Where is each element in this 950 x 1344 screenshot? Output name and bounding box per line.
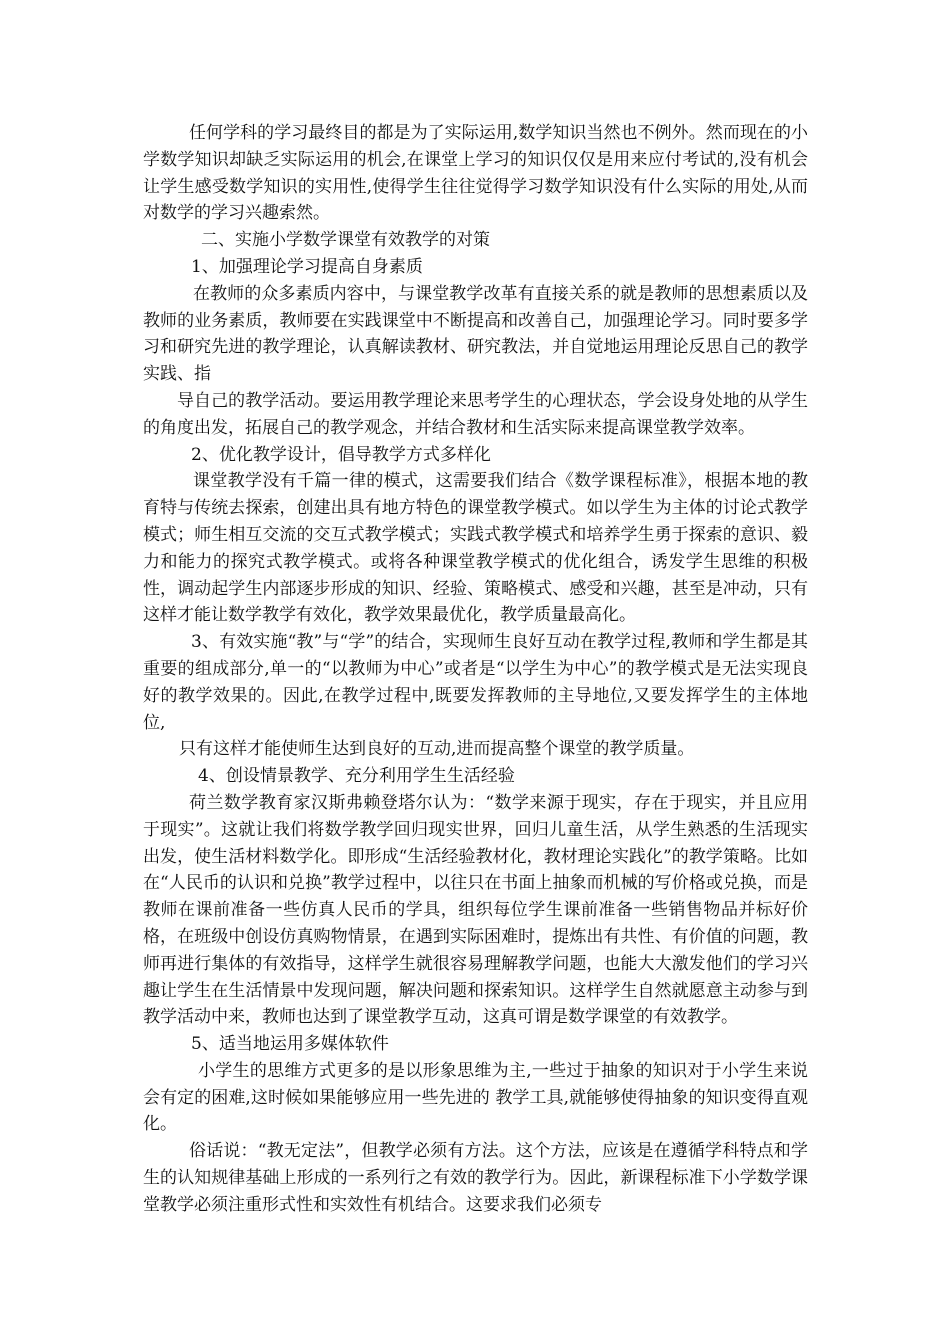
paragraph-teaching-modes: 课堂教学没有千篇一律的模式，这需要我们结合《数学课程标准》，根据本地的教育特与传统去探索，创建出具有地方特色的课堂教学模式。如以学生为主体的讨论式教学模式；师生相互交流的交互式教学模式；实践式教学模式和培养学生勇于探索的意识、毅力和能力的探究式教学模式。或将各种课堂教学模式的优化组合，诱发学生思维的积极性，调动起学生内部逐步形成的知识、经验、策略模式、感受和兴趣，甚至是冲动，只有这样才能让数学教学有效化，教学效果最优化，教学质量最高化。 <box>143 471 808 626</box>
paragraph-visual-thinking: 小学生的思维方式更多的是以形象思维为主,一些过于抽象的知识对于小学生来说会有定的困难,这时候如果能够应用一些先进的 教学工具,就能够使得抽象的知识变得直观化。 <box>143 1060 808 1135</box>
subheading-multimedia: 5、适当地运用多媒体软件 <box>191 1034 389 1055</box>
paragraph-intro: 任何学科的学习最终目的都是为了实际运用,数学知识当然也不例外。然而现在的小学数学知识却缺乏实际运用的机会,在课堂上学习的知识仅仅是用来应付考试的,没有机会让学生感受数学知识的实用性,使得学生往往觉得学习数学知识没有什么实际的用处,从而对数学的学习兴趣索然。 <box>143 123 808 224</box>
subheading-situational-teaching: 4、创设情景教学、充分利用学生生活经验 <box>198 766 515 787</box>
subheading-theory-study: 1、加强理论学习提高自身素质 <box>191 256 423 277</box>
paragraph-guide-teaching: 导自己的教学活动。要运用教学理论来思考学生的心理状态，学会设身处地的从学生的角度出发，拓展自己的教学观念，并结合教材和生活实际来提高课堂教学效率。 <box>143 390 808 438</box>
paragraph-interaction-quality: 只有这样才能使师生达到良好的互动,进而提高整个课堂的教学质量。 <box>179 739 695 760</box>
paragraph-freudenthal: 荷兰数学教育家汉斯弗赖登塔尔认为：“数学来源于现实，存在于现实，并且应用于现实”。这就让我们将数学教学回归现实世界，回归儿童生活，从学生熟悉的生活现实出发，使生活材料数学化。即形成“生活经验教材化，教材理论实践化”的教学策略。比如在“人民币的认识和兑换”教学过程中，以往只在书面上抽象而机械的写价格或兑换，而是教师在课前准备一些仿真人民币的学具，组织每位学生课前准备一些销售物品并标好价格，在班级中创设仿真购物情景，在遇到实际困难时，提炼出有共性、有价值的问题，教师再进行集体的有效指导，这样学生就很容易理解教学问题，也能大大激发他们的学习兴趣让学生在生活情景中发现问题，解决问题和探索知识。这样学生自然就愿意主动参与到教学活动中来，教师也达到了课堂教学互动，这真可谓是数学课堂的有效教学。 <box>143 792 808 1028</box>
subheading-design-optimization: 2、优化教学设计，倡导教学方式多样化 <box>191 444 491 465</box>
paragraph-teacher-quality: 在教师的众多素质内容中，与课堂教学改革有直接关系的就是教师的思想素质以及教师的业务素质，教师要在实践课堂中不断提高和改善自己，加强理论学习。同时要多学习和研究先进的教学理论，认真解读教材、研究教法，并自觉地运用理论反思自己的教学实践、指 <box>143 283 808 385</box>
paragraph-teaching-method: 俗话说：“教无定法”，但教学必须有方法。这个方法，应该是在遵循学科特点和学生的认知规律基础上形成的一系列行之有效的教学行为。因此，新课程标准下小学数学课堂教学必须注重形式性和实效性有机结合。这要求我们必须专 <box>143 1141 808 1215</box>
document-body <box>143 120 808 1219</box>
section-heading-strategies: 二、实施小学数学课堂有效教学的对策 <box>201 230 490 251</box>
paragraph-teach-learn-combination: 3、有效实施“教”与“学”的结合，实现师生良好互动在教学过程,教师和学生都是其重要的组成部分,单一的“以教师为中心”或者是“以学生为中心”的教学模式是无法实现良好的教学效果的。因此,在教学过程中,既要发挥教师的主导地位,又要发挥学生的主体地位, <box>143 632 808 733</box>
